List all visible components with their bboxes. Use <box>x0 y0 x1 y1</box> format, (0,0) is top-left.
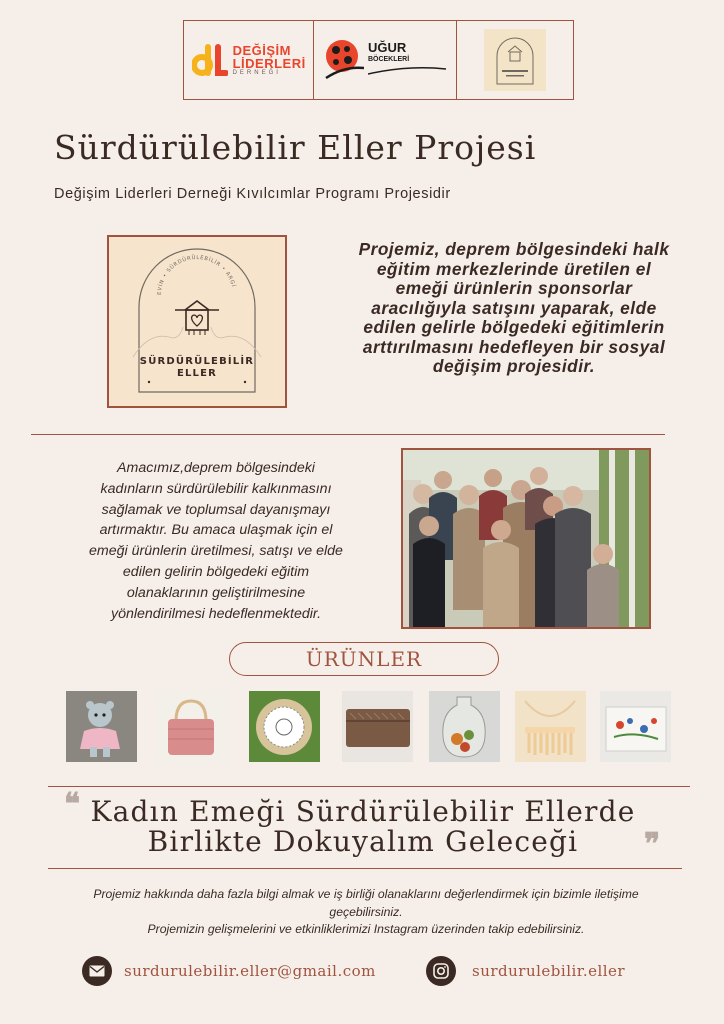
page-title: Sürdürülebilir Eller Projesi <box>54 128 537 167</box>
group-photo <box>401 448 651 629</box>
email-link[interactable]: surdurulebilir.eller@gmail.com <box>124 962 376 980</box>
divider-top <box>31 434 665 435</box>
partner-logos <box>183 20 574 100</box>
svg-text:EVİN • SÜRDÜRÜLEBİLİR • ARGİ <box>157 254 237 295</box>
ladybug-icon <box>324 38 364 82</box>
emblem-arc-text: EVİN • SÜRDÜRÜLEBİLİR • ARGİ <box>156 254 237 296</box>
contact-line1: Projemiz hakkında daha fazla bilgi almak ve iş birliği olanaklarını değerlendirmek için bizimle iletişime <box>93 887 639 901</box>
products-heading: ÜRÜNLER <box>229 642 499 676</box>
contact-line2: geçebilirsiniz. <box>329 904 403 919</box>
product-crochet-toy <box>66 691 137 762</box>
ugur-bocekleri-logo <box>313 21 455 99</box>
aim-line: artırmaktır. Bu amaca ulaşmak için el <box>99 522 333 539</box>
aim-line: Amacımız,deprem bölgesindeki <box>117 460 315 476</box>
emblem-line1: SÜRDÜRÜLEBİLİR <box>139 356 255 367</box>
slogan-line2: Birlikte Dokuyalım Geleceği <box>147 825 579 858</box>
open-quote-icon: ❝ <box>64 787 81 822</box>
dl-mark-icon <box>192 43 228 77</box>
product-macrame <box>515 691 586 762</box>
degisim-liderleri-logo <box>184 21 313 99</box>
dl-line1: DEĞİŞİM <box>232 42 291 58</box>
instagram-contact[interactable] <box>426 956 625 986</box>
aim-line: sağlamak ve toplumsal dayanışmayı <box>101 501 331 518</box>
ugur-line2: BÖCEKLERİ <box>367 56 410 63</box>
product-glass-jar <box>429 691 500 762</box>
page-subtitle: Değişim Liderleri Derneği Kıvılcımlar Programı Projesidir <box>54 186 451 202</box>
aim-line: emeği ürünlerin üretilmesi, satışı ve elde <box>89 543 343 560</box>
mail-icon <box>82 956 112 986</box>
product-round-bag <box>249 691 320 762</box>
surdurulebilir-eller-small-logo <box>456 21 573 99</box>
product-clutch <box>342 691 413 762</box>
close-quote-icon: ❞ <box>644 827 661 862</box>
emblem-small <box>484 29 546 91</box>
project-emblem <box>107 235 287 408</box>
dl-line3: DERNEĞİ <box>232 70 281 77</box>
intro-statement: Projemiz, deprem bölgesindeki halk eğitim merkezlerinde üretilen el emeği ürünlerin sponsorlar aracılığıyla satışını yaparak, elde edilen gelirle bölgedeki eğitimlerin arttırılmasını hedefleyen bir sosyal değişim projesidir. <box>358 239 670 376</box>
divider-slogan-bottom <box>48 868 682 869</box>
loom-house-icon <box>175 301 219 335</box>
aim-line: kadınların sürdürülebilir kalkınmasını <box>100 480 332 497</box>
slogan-line1: Kadın Emeği Sürdürülebilir Ellerde <box>90 795 636 828</box>
contact-line3: Projemizin gelişmelerini ve etkinliklerimizi Instagram üzerinden takip edebilirsiniz. <box>147 922 585 936</box>
aim-paragraph <box>66 458 366 624</box>
contact-text <box>56 886 676 939</box>
aim-line: olanaklarının geliştirilmesine <box>126 584 306 601</box>
aim-line: yönlendirilmesi hedeflenmektedir. <box>110 605 322 622</box>
divider-slogan-top <box>48 786 690 787</box>
product-pink-bag <box>156 691 227 762</box>
emblem-line2: ELLER <box>176 368 218 379</box>
aim-line: edilen gelirin bölgedeki eğitim <box>122 563 310 580</box>
instagram-link[interactable]: surdurulebilir.eller <box>472 962 626 980</box>
product-embroidery <box>600 691 671 762</box>
ugur-line1: UĞUR <box>367 40 407 55</box>
dl-line2: LİDERLERİ <box>232 55 306 71</box>
instagram-icon <box>426 956 456 986</box>
email-contact[interactable] <box>82 956 376 986</box>
slogan <box>64 797 662 857</box>
